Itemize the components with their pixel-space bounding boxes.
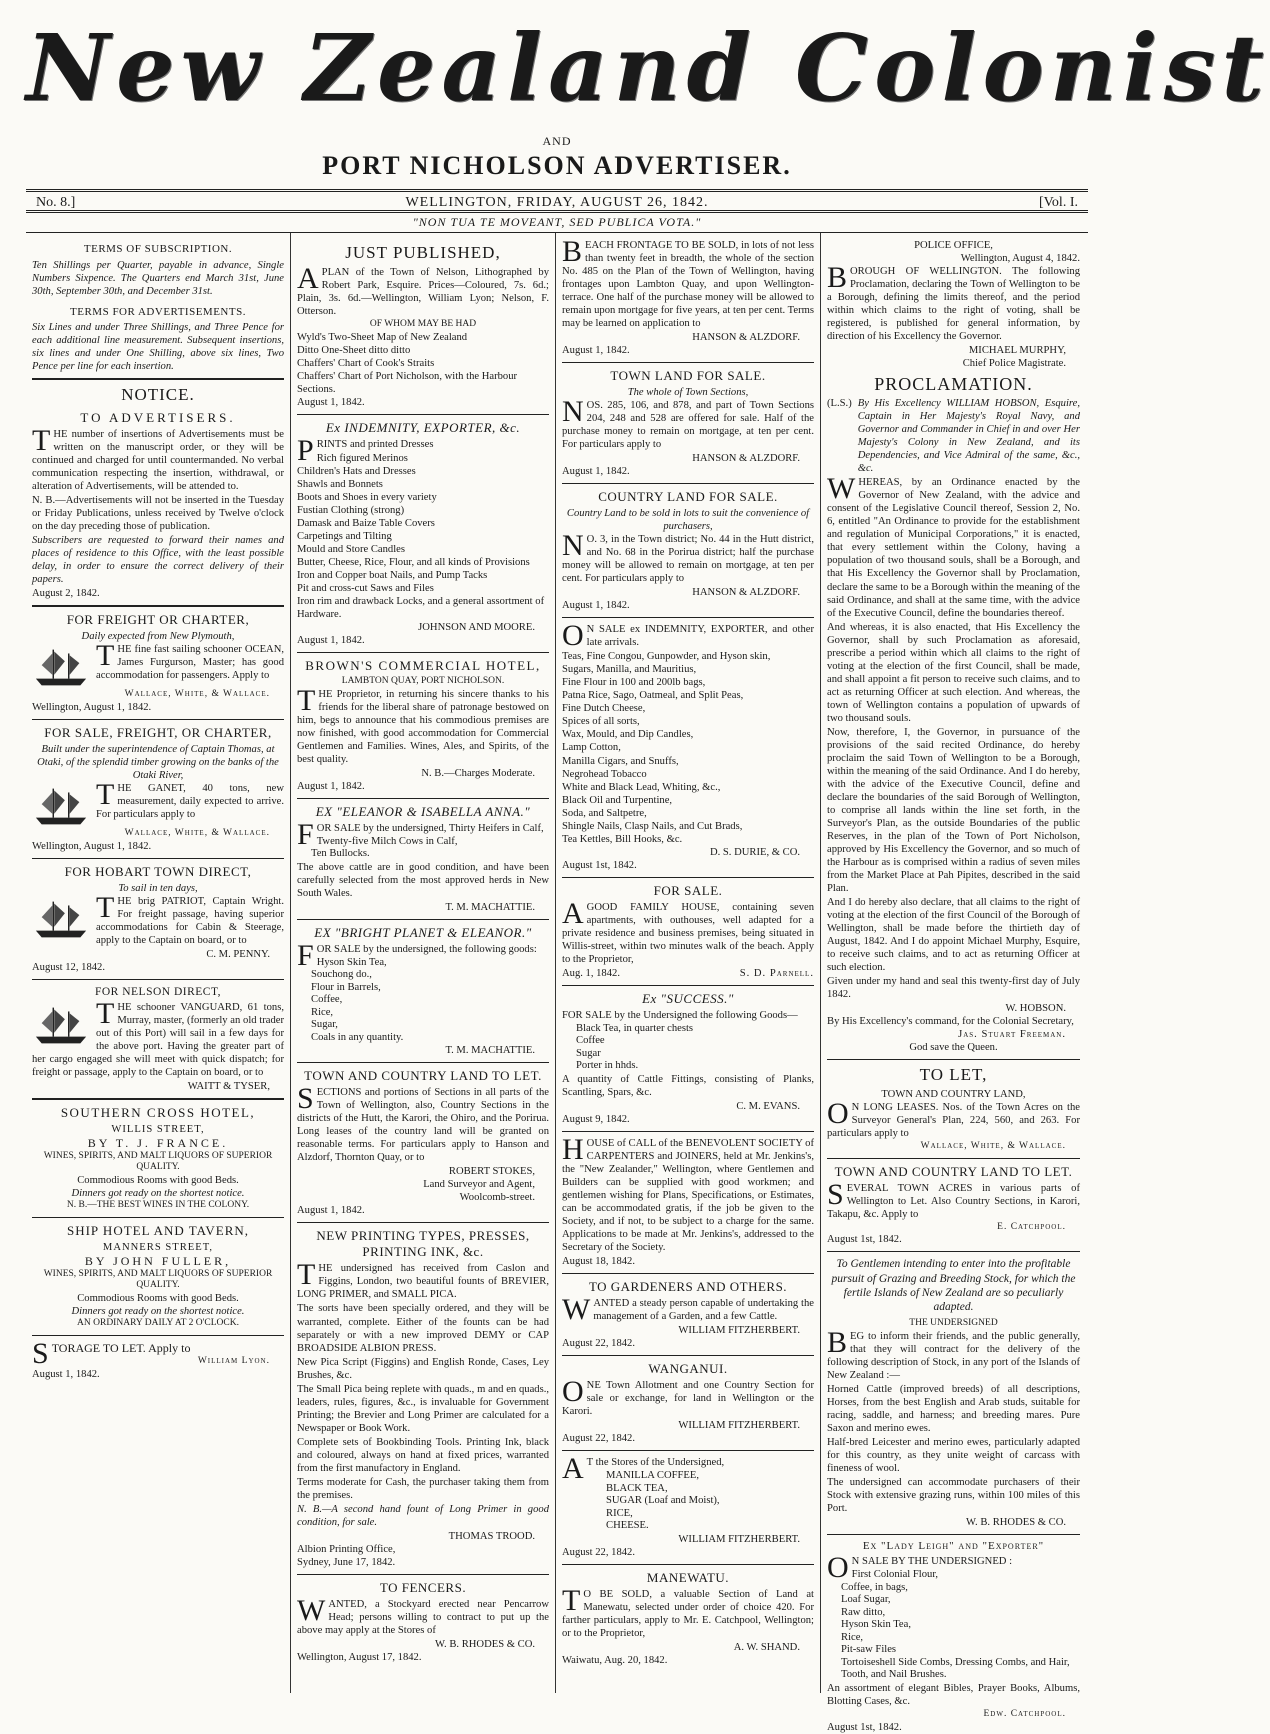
- to-advertisers-body-2: N. B.—Advertisements will not be inserted in the Tuesday or Friday Publications, unless received by Twelve o'clock on the day preceding those of publication.: [32, 495, 284, 533]
- fencers-body: WANTED, a Stockyard erected near Pencarrow Head; persons willing to contract to put up the above may apply at the Stores of: [297, 1593, 549, 1636]
- list-item: MANILLA COFFEE,: [606, 1470, 699, 1482]
- freight-1-body: THE fine fast sailing schooner OCEAN, James Furgurson, Master; has good accommodation for passengers. Apply to: [96, 639, 284, 682]
- ship-icon: [32, 784, 90, 828]
- printing-body-1: THE undersigned has received from Caslon and Figgins, London, two beautiful founts of BREVIER, LONG PRIMER, and SMALL PICA.: [297, 1258, 549, 1301]
- divider: [297, 919, 549, 920]
- list-item: Lamp Cotton,: [562, 742, 621, 754]
- eleanor-title: EX "ELEANOR & ISABELLA ANNA.": [315, 803, 531, 819]
- gardeners-date: August 22, 1842.: [562, 1337, 635, 1349]
- gentlemen-body-2: Horned Cattle (improved breeds) of all descriptions, Horses, from the best English and Arab studs, suitable for racing, saddle, and harness; and breeding mares. Pure Saxon and merino ewes.: [827, 1383, 1080, 1434]
- list-item: Negrohead Tobacco: [562, 768, 647, 780]
- lady-leigh-body-2: An assortment of elegant Bibles, Prayer Books, Albums, Blotting Cases, &c.: [827, 1682, 1080, 1707]
- town-land-body: NOS. 285, 106, and 878, and part of Town Sections 204, 248 and 528 are offered for sale. Half of the purchase money to remain on mortgage, at ten per cent. For particulars apply to: [562, 395, 814, 451]
- column-1: [26, 233, 291, 1693]
- on-sale-signature: D. S. DURIE, & CO.: [709, 846, 800, 858]
- divider: [297, 652, 549, 653]
- wanganui-body: ONE Town Allotment and one Country Section for sale or exchange, for land in Wellington or the Karori.: [562, 1374, 814, 1417]
- southern-cross-wines: WINES, SPIRITS, AND MALT LIQUORS OF SUPERIOR QUALITY.: [43, 1150, 273, 1173]
- newspaper-subtitle: PORT NICHOLSON ADVERTISER.: [322, 151, 792, 180]
- eleanor-body-2: The above cattle are in good condition, and have been carefully selected from the most approved herds in New South Wales.: [297, 861, 549, 899]
- divider: [562, 877, 814, 878]
- storage-signature: William Lyon.: [197, 1356, 270, 1367]
- printing-title: NEW PRINTING TYPES, PRESSES, PRINTING INK, &c.: [316, 1228, 530, 1260]
- to-advertisers-body-1: THE number of insertions of Advertisements must be written on the manuscript order, or they will be continued and charged for until countermanded. No verbal communication respecting the insertion, withdrawal, or alteration of Advertisements, will be attended to.: [32, 424, 284, 493]
- divider: [562, 1564, 814, 1565]
- indemnity-list: [297, 452, 549, 621]
- divider: [827, 1059, 1080, 1060]
- bright-planet-body: FOR SALE by the undersigned, the following goods:: [297, 938, 537, 972]
- country-land-let-body: SECTIONS and portions of Sections in all parts of the Town of Wellington, also, Country Sections in the districts of the Hutt, the Karori, the Ohiro, and the Porirua. Long leases of the country land will be granted on reasonable terms. For particulars apply to Hanson and Alzdorf, Thornton Quay, or to: [297, 1082, 549, 1164]
- newspaper-title: New Zealand Colonist: [26, 14, 1270, 122]
- gardeners-body: WANTED a steady person capable of undertaking the management of a Garden, and a few Cattle.: [562, 1292, 814, 1326]
- gardeners-title: TO GARDENERS AND OTHERS.: [588, 1278, 788, 1294]
- dateline-bar: [26, 189, 1088, 213]
- gardeners-signature: WILLIAM FITZHERBERT.: [678, 1324, 800, 1336]
- proclamation-command: By His Excellency's command, for the Colonial Secretary,: [827, 1016, 1074, 1028]
- for-sale-date: Aug. 1, 1842.: [562, 967, 620, 979]
- house-of-call-date: August 18, 1842.: [562, 1255, 635, 1267]
- beach-frontage-signature: HANSON & ALZDORF.: [692, 332, 800, 344]
- success-signature: C. M. EVANS.: [736, 1100, 800, 1112]
- proclamation-signature: W. HOBSON.: [1005, 1003, 1066, 1014]
- list-item: Raw ditto,: [841, 1606, 886, 1618]
- ship-hotel-by: BY JOHN FULLER,: [84, 1253, 232, 1268]
- divider: [827, 1158, 1080, 1159]
- eleanor-signature: T. M. MACHATTIE.: [445, 901, 535, 913]
- wanganui-title: WANGANUI.: [648, 1360, 728, 1376]
- list-item: Sugars, Manilla, and Mauritius,: [562, 664, 697, 676]
- divider: [562, 362, 814, 363]
- indemnity-title: Ex INDEMNITY, EXPORTER, &c.: [325, 419, 521, 435]
- terms-advertisements-title: TERMS FOR ADVERTISEMENTS.: [70, 305, 246, 318]
- town-land-signature: HANSON & ALZDORF.: [692, 453, 800, 465]
- town-land-title: TOWN LAND FOR SALE.: [610, 368, 766, 384]
- freight-2-body: THE GANET, 40 tons, new measurement, daily expected to arrive. For particulars apply to: [96, 777, 284, 820]
- for-sale-body: AGOOD FAMILY HOUSE, containing seven apartments, with outhouses, well adapted for a private residence and business premises, being situated in Willis-street, within two minutes walk of the beach. Apply to the Proprietor,: [562, 896, 814, 965]
- lady-leigh-title: Ex "Lady Leigh" and "Exporter": [862, 1539, 1045, 1552]
- list-item: White and Black Lead, Whiting, &c.,: [562, 781, 721, 793]
- issue-date: WELLINGTON, FRIDAY, AUGUST 26, 1842.: [405, 195, 709, 210]
- list-item: Rice,: [841, 1631, 864, 1643]
- to-let-signature: Wallace, White, & Wallace.: [920, 1141, 1066, 1152]
- police-office-body: BOROUGH OF WELLINGTON. The following Proclamation, declaring the Town of Wellington to be a Borough, defining the limits thereof, and the period within which claims to the right of voting, shall be registered, is published for general information, by direction of his Excellency the Governor.: [827, 261, 1080, 343]
- list-item: CHEESE.: [606, 1520, 649, 1532]
- divider: [562, 483, 814, 484]
- list-item: Black Tea, in quarter chests: [576, 1022, 694, 1034]
- notice-title: NOTICE.: [121, 385, 195, 405]
- ship-hotel-rooms: Commodious Rooms with good Beds.: [77, 1292, 239, 1304]
- list-item: SUGAR (Loaf and Moist),: [606, 1495, 720, 1507]
- issue-number: No. 8.]: [36, 195, 76, 210]
- to-advertisers-date: August 2, 1842.: [32, 588, 100, 600]
- success-date: August 9, 1842.: [562, 1113, 630, 1125]
- manewatu-title: MANEWATU.: [646, 1569, 730, 1585]
- divider: [297, 414, 549, 415]
- proclamation-title: PROCLAMATION.: [874, 374, 1033, 395]
- to-let-title: TO LET,: [919, 1065, 988, 1085]
- country-land-date: August 1, 1842.: [562, 600, 630, 612]
- divider: [32, 1335, 284, 1336]
- indemnity-intro: PRINTS and printed Dresses: [297, 433, 434, 467]
- wanganui-date: August 22, 1842.: [562, 1433, 635, 1445]
- just-published-title: JUST PUBLISHED,: [345, 243, 501, 262]
- beach-frontage-date: August 1, 1842.: [562, 345, 630, 357]
- bright-planet-title: EX "BRIGHT PLANET & ELEANOR.": [314, 924, 532, 940]
- to-let-2-signature: E. Catchpool.: [997, 1221, 1066, 1232]
- gentlemen-signature: W. B. RHODES & CO.: [966, 1516, 1066, 1528]
- country-land-let-date: August 1, 1842.: [297, 1205, 365, 1217]
- success-title: Ex "SUCCESS.": [642, 990, 734, 1006]
- list-item: Butter, Cheese, Rice, Flour, and all kinds of Provisions: [297, 556, 530, 568]
- list-item: Children's Hats and Dresses: [297, 465, 416, 477]
- southern-cross-street: WILLIS STREET,: [111, 1123, 205, 1135]
- browns-hotel-date: August 1, 1842.: [297, 780, 365, 792]
- divider: [562, 1450, 814, 1451]
- list-item: RICE,: [606, 1507, 633, 1519]
- list-item: Chaffers' Chart of Cook's Straits: [297, 357, 435, 369]
- for-sale-footer: [562, 967, 814, 980]
- nelson-body: THE schooner VANGUARD, 61 tons, Murray, master, (formerly an old trader out of this Port) will sail in a few days for the above port. Having the greater part of her cargo engaged she will meet with quick dispatch; for freight or passage, apply to the Captain on board, or to: [32, 996, 284, 1078]
- proclamation-by: By His Excellency WILLIAM HOBSON, Esquire, Captain in Her Majesty's Royal Navy, and Governor and Commander in Chief in and over Her Majesty's Colony in New Zealand, and its Dependencies, and Vice Admiral of the same, &c., &c.: [857, 398, 1080, 475]
- country-land-let-title: TOWN AND COUNTRY LAND TO LET.: [304, 1068, 542, 1084]
- list-item: Pit-saw Files: [841, 1644, 897, 1656]
- freight-2-subtitle: Built under the superintendence of Captain Thomas, at Otaki, of the splendid timber growing on the banks of the Otaki River,: [37, 743, 279, 781]
- divider: [827, 1251, 1080, 1252]
- divider: [827, 1534, 1080, 1535]
- lady-leigh-list: [827, 1569, 1080, 1682]
- country-land-signature: HANSON & ALZDORF.: [692, 587, 800, 599]
- list-item: Twenty-five Milch Cows in Calf,: [316, 835, 458, 847]
- column-3: [556, 233, 821, 1693]
- list-item: Tea Kettles, Bill Hooks, &c.: [562, 833, 683, 845]
- printing-nb: N. B.—A second hand fount of Long Primer in good condition, for sale.: [297, 1503, 549, 1528]
- list-item: Ten Bullocks.: [311, 848, 370, 860]
- motto: "NON TUA TE MOVEANT, SED PUBLICA VOTA.": [26, 213, 1088, 233]
- gentlemen-body-3: Half-bred Leicester and merino ewes, particularly adapted for this country, as they unite weight of carcass with fineness of wool.: [827, 1436, 1080, 1474]
- ship-hotel-title: SHIP HOTEL AND TAVERN,: [66, 1222, 250, 1238]
- divider: [562, 1131, 814, 1132]
- masthead: [26, 0, 1270, 136]
- to-let-body: ON LONG LEASES. Nos. of the Town Acres on the Surveyor General's Plan, 224, 560, and 263. For particulars apply to: [827, 1096, 1080, 1140]
- proclamation-seal: (L.S.): [827, 398, 852, 410]
- column-4: [821, 233, 1086, 1733]
- stores-date: August 22, 1842.: [562, 1546, 635, 1558]
- list-item: Hyson Skin Tea,: [841, 1619, 911, 1631]
- to-let-subtitle: TOWN AND COUNTRY LAND,: [881, 1088, 1026, 1100]
- police-office-head: POLICE OFFICE,: [914, 240, 993, 251]
- divider: [32, 605, 284, 607]
- list-item: Coffee, in bags,: [841, 1581, 908, 1593]
- on-sale-list: [562, 650, 814, 845]
- freight-1-date: Wellington, August 1, 1842.: [32, 701, 152, 713]
- for-sale-title: FOR SALE.: [653, 882, 723, 898]
- manewatu-body: TO BE SOLD, a valuable Section of Land at Manewatu, selected under order of choice 420. For farther particulars, apply to Mr. E. Catchpool, Wellington; or to the Proprietor,: [562, 1583, 814, 1639]
- columns: [26, 233, 1088, 1733]
- beach-frontage-body: BEACH FRONTAGE TO BE SOLD, in lots of not less than twenty feet in breadth, the whole of the section No. 485 on the Plan of the Town of Wellington, having frontages upon Lambton Quay, and upon Wellington-terrace. One half of the purchase money will be allowed to remain upon mortgage for five years, at ten per cent. Terms may be learned on application to: [562, 235, 814, 330]
- list-item: Loaf Sugar,: [841, 1594, 891, 1606]
- hobart-title: FOR HOBART TOWN DIRECT,: [64, 863, 252, 879]
- list-item: Damask and Baize Table Covers: [297, 517, 435, 529]
- list-item: Iron and Copper boat Nails, and Pump Tacks: [297, 569, 488, 581]
- eleanor-list: [297, 836, 549, 861]
- just-published-date: August 1, 1842.: [297, 396, 365, 408]
- stores-list: [562, 1470, 814, 1533]
- just-published-body: APLAN of the Town of Nelson, Lithographed by Robert Park, Esquire. Prices—Coloured, 7s. 6d.; Plain, 3s. 6d.—Wellington, William Lyon; Nelson, F. Otterson.: [297, 261, 549, 317]
- stores-body: AT the Stores of the Undersigned,: [562, 1452, 725, 1486]
- divider: [32, 378, 284, 380]
- country-land-subtitle: Country Land to be sold in lots to suit the convenience of purchasers,: [566, 508, 810, 533]
- browns-hotel-title: BROWN'S COMMERCIAL HOTEL,: [305, 657, 541, 673]
- browns-hotel-body: THE Proprietor, in returning his sincere thanks to his friends for the liberal share of patronage bestowed on him, begs to announce that his commodious premises are now finished, with good accommodation for Commercial Gentlemen and Families. Wines, Ales, and Spirits, of the best quality.: [297, 683, 549, 765]
- indemnity-date: August 1, 1842.: [297, 634, 365, 646]
- list-item: Sugar,: [311, 1019, 338, 1031]
- proclamation-body-2: And whereas, it is also enacted, that His Excellency the Governor, shall by such Proclamation as aforesaid, prescribe a period within which all claims to the right of voting at the election of the first Council, shall be made, and shall appoint a fit person to receive such claims, and to act as returning Officer at such election. And whereas, the town of Wellington contains a population of upwards of two thousand souls.: [827, 621, 1080, 724]
- ship-hotel-ordinary: AN ORDINARY DAILY AT 2 O'CLOCK.: [77, 1317, 239, 1328]
- terms-subscription-body: Ten Shillings per Quarter, payable in advance, Single Numbers Sixpence. The Quarters end March 31st, June 30th, September 30th, and December 31st.: [32, 259, 284, 297]
- printing-date: Sydney, June 17, 1842.: [297, 1556, 396, 1568]
- list-item: Wyld's Two-Sheet Map of New Zealand: [297, 331, 468, 343]
- success-list: [562, 1023, 814, 1073]
- freight-2-date: Wellington, August 1, 1842.: [32, 840, 152, 852]
- proclamation-body-3: Now, therefore, I, the Governor, in pursuance of the provisions of the said recited Ordinance, do hereby proclaim the said Town of Wellington to be a Borough, within the meaning of the said Ordinance. And I do hereby, with the advice of the Executive Council, define and declare the boundaries of the said Borough of Wellington, to comprise all lands within the line set forth, in the Surveyor's Plan, as the outside Boundaries of the public Reserves, in the plan of the Town of Port Nicholson, approved by His Excellency the Governor, and so much of the Harbour as is comprised within a radius of seven miles from the Market Place at Pah Pipites, described in the said Plan.: [827, 726, 1080, 894]
- divider: [297, 798, 549, 799]
- proclamation-command-signature: Jas. Stuart Freeman.: [958, 1029, 1066, 1041]
- browns-hotel-nb: N. B.—Charges Moderate.: [421, 767, 535, 779]
- police-office-signature-2: Chief Police Magistrate.: [962, 358, 1066, 370]
- to-advertisers-body-3: Subscribers are requested to forward their names and places of residence to this Office, with the least possible delay, in order to ensure the correct delivery of their papers.: [32, 535, 284, 586]
- bright-planet-signature: T. M. MACHATTIE.: [445, 1045, 535, 1057]
- proclamation-body-1: WHEREAS, by an Ordinance enacted by the Governor of New Zealand, with the advice and consent of the Legislative Council thereof, Session 2, No. 6, entitled "An Ordinance to provide for the establishment and regulation of Municipal Corporations," it is enacted, that every settlement within the Colony, having a population of two thousand souls, shall be a Borough, and that His Excellency the Governor shall by Proclamation, declare the same to be a Borough within the meaning of the said Ordinance, and shall at the same time, with the advice of the Executive Council, define the boundaries thereof.: [827, 472, 1080, 619]
- ship-hotel-wines: WINES, SPIRITS, AND MALT LIQUORS OF SUPERIOR QUALITY.: [43, 1268, 273, 1291]
- lady-leigh-signature: Edw. Catchpool.: [983, 1708, 1066, 1719]
- nelson-signature: WAITT & TYSER,: [187, 1080, 270, 1092]
- list-item: Coals in any quantity.: [311, 1031, 404, 1043]
- list-item: Tortoiseshell Side Combs, Dressing Combs, and Hair, Tooth, and Nail Brushes.: [841, 1656, 1070, 1681]
- browns-hotel-subtitle: LAMBTON QUAY, PORT NICHOLSON.: [341, 675, 505, 686]
- printing-signature: THOMAS TROOD.: [448, 1530, 535, 1542]
- country-land-let-signature-2: Land Surveyor and Agent,: [423, 1179, 535, 1191]
- success-body-2: A quantity of Cattle Fittings, consisting of Planks, Scantling, Spars, &c.: [562, 1073, 814, 1098]
- hobart-date: August 12, 1842.: [32, 961, 105, 973]
- fencers-title: TO FENCERS.: [379, 1579, 467, 1595]
- lady-leigh-body: ON SALE BY THE UNDERSIGNED :: [827, 1551, 1013, 1585]
- ship-icon: [32, 897, 90, 941]
- masthead-and: AND: [542, 134, 572, 148]
- nelson-title: FOR NELSON DIRECT,: [94, 985, 222, 998]
- freight-2-signature: Wallace, White, & Wallace.: [124, 827, 270, 838]
- list-item: Patna Rice, Sago, Oatmeal, and Split Peas,: [562, 690, 744, 702]
- just-published-whom: OF WHOM MAY BE HAD: [369, 318, 477, 329]
- to-let-2-date: August 1st, 1842.: [827, 1234, 902, 1246]
- southern-cross-by: BY T. J. FRANCE.: [87, 1135, 229, 1150]
- fencers-signature: W. B. RHODES & CO.: [435, 1638, 535, 1650]
- list-item: Rice,: [311, 1006, 334, 1018]
- list-item: Spices of all sorts,: [562, 716, 640, 728]
- divider: [562, 985, 814, 986]
- list-item: Souchong do.,: [311, 969, 372, 981]
- police-office-date: Wellington, August 4, 1842.: [960, 253, 1080, 265]
- divider: [297, 1062, 549, 1063]
- on-sale-body: ON SALE ex INDEMNITY, EXPORTER, and other late arrivals.: [562, 619, 814, 653]
- list-item: Ditto One-Sheet ditto ditto: [297, 344, 411, 356]
- list-item: Black Oil and Turpentine,: [562, 794, 673, 806]
- printing-office: Albion Printing Office,: [297, 1543, 396, 1555]
- country-land-title: COUNTRY LAND FOR SALE.: [598, 489, 778, 505]
- town-land-subtitle: The whole of Town Sections,: [627, 387, 749, 399]
- list-item: Manilla Cigars, and Snuffs,: [562, 755, 679, 767]
- just-published-list: [297, 331, 549, 396]
- list-item: Iron rim and drawback Locks, and a general assortment of Hardware.: [297, 595, 545, 620]
- freight-1-signature: Wallace, White, & Wallace.: [124, 689, 270, 700]
- on-sale-date: August 1st, 1842.: [562, 859, 637, 871]
- for-sale-signature: S. D. Parnell.: [739, 967, 814, 979]
- list-item: Wax, Mould, and Dip Candles,: [562, 729, 694, 741]
- town-land-date: August 1, 1842.: [562, 466, 630, 478]
- divider: [32, 719, 284, 720]
- list-item: Mould and Store Candles: [297, 543, 405, 555]
- house-of-call-body: HOUSE of CALL of the BENEVOLENT SOCIETY of CARPENTERS and JOINERS, held at Mr. Jenkins's, the "New Zealander," Wellington, where Gentlemen and Builders can be supplied with good workmen; and gentlemen wishing for Plans, Specifications, or Estimates, can be accommodated gratis, if the job be given to the Society, and if not, to be subject to a charge for the same. Applications to be made at Mr. Jenkins's, addressed to the Secretary of the Society.: [562, 1132, 814, 1253]
- southern-cross-rooms: Commodious Rooms with good Beds.: [77, 1175, 239, 1187]
- success-body: FOR SALE by the Undersigned the following Goods—: [562, 1009, 798, 1021]
- list-item: BLACK TEA,: [606, 1482, 668, 1494]
- list-item: Shingle Nails, Clasp Nails, and Cut Brads,: [562, 820, 743, 832]
- divider: [562, 1355, 814, 1356]
- lady-leigh-date: August 1st, 1842.: [827, 1721, 902, 1733]
- divider: [562, 617, 814, 618]
- bright-planet-list: [297, 957, 549, 1045]
- eleanor-body: FOR SALE by the undersigned, Thirty Heifers in Calf,: [297, 817, 544, 851]
- volume-number: [Vol. I.: [1038, 195, 1078, 210]
- to-let-2-title: TOWN AND COUNTRY LAND TO LET.: [834, 1163, 1073, 1179]
- country-land-body: NO. 3, in the Town district; No. 44 in the Hutt district, and No. 68 in the Porirua district; half the purchase money will be allowed to remain on mortgage, at ten per cent. For particulars apply to: [562, 529, 814, 585]
- fencers-date: Wellington, August 17, 1842.: [297, 1651, 422, 1663]
- gentlemen-title: To Gentlemen intending to enter into the profitable pursuit of Grazing and Breeding Stock, for which the fertile Islands of New Zealand are so peculiarly adapted.: [831, 1258, 1076, 1313]
- to-advertisers-title: TO ADVERTISERS.: [80, 410, 236, 426]
- list-item: Pit and cross-cut Saws and Files: [297, 582, 434, 594]
- list-item: Sugar: [576, 1047, 601, 1059]
- freight-2-title: FOR SALE, FREIGHT, OR CHARTER,: [44, 724, 272, 740]
- list-item: Porter in hhds.: [576, 1060, 639, 1072]
- list-item: Coffee: [576, 1035, 605, 1047]
- divider: [297, 1222, 549, 1223]
- hobart-signature: C. M. PENNY.: [206, 948, 270, 960]
- list-item: Soda, and Saltpetre,: [562, 807, 647, 819]
- freight-1-title: FOR FREIGHT OR CHARTER,: [66, 612, 250, 628]
- gentlemen-body-4: The undersigned can accommodate purchasers of their Stock with extensive grazing runs, within 100 miles of this Port.: [827, 1476, 1080, 1514]
- proclamation-by-block: [827, 397, 1080, 476]
- list-item: Fine Dutch Cheese,: [562, 703, 646, 715]
- divider: [562, 1273, 814, 1274]
- ship-icon: [32, 645, 90, 689]
- stores-signature: WILLIAM FITZHERBERT.: [678, 1533, 800, 1545]
- printing-body-2: The sorts have been specially ordered, and they will be warranted, complete. Either of the founts can be had separately or with a new improved DEMY or CAP BROADSIDE ALBION PRESS.: [297, 1303, 549, 1354]
- printing-body-4: The Small Pica being replete with quads., m and en quads., leaders, rules, figures, &c., is invaluable for Government Printing; the Brevier and Long Primer are calculated for a Newspaper or Book Work.: [297, 1383, 549, 1434]
- printing-body-6: Terms moderate for Cash, the purchaser taking them from the premises.: [297, 1476, 549, 1501]
- southern-cross-nb: N. B.—THE BEST WINES IN THE COLONY.: [66, 1200, 250, 1211]
- list-item: Coffee,: [311, 994, 343, 1006]
- indemnity-signature: JOHNSON AND MOORE.: [418, 621, 535, 633]
- proclamation-body-5: Given under my hand and seal this twenty-first day of July 1842.: [827, 975, 1080, 1000]
- terms-advertisements-body: Six Lines and under Three Shillings, and Three Pence for each additional line measurement. Subsequent insertions, six lines and under One Shilling, above six lines, Two Pence per line for each insertion.: [32, 322, 284, 373]
- manewatu-signature: A. W. SHAND.: [733, 1641, 800, 1653]
- southern-cross-title: SOUTHERN CROSS HOTEL,: [60, 1104, 256, 1120]
- gentlemen-body-1: BEG to inform their friends, and the public generally, that they will contract for the delivery of the following description of Stock, in any port of the Islands of New Zealand :—: [827, 1325, 1080, 1381]
- manewatu-date: Waiwatu, Aug. 20, 1842.: [562, 1654, 668, 1666]
- proclamation-body-4: And I do hereby also declare, that all claims to the right of voting at the election of the first Council of the Borough of Wellington, shall be made before the thirtieth day of August, 1842. And I do appoint Michael Murphy, Esquire, to receive such claims, and to act as returning Officer at such election.: [827, 896, 1080, 973]
- list-item: Chaffers' Chart of Port Nicholson, with the Harbour Sections.: [297, 370, 518, 395]
- storage-body: STORAGE TO LET. Apply to: [32, 1336, 191, 1370]
- list-item: First Colonial Flour,: [851, 1569, 939, 1581]
- terms-subscription-title: TERMS OF SUBSCRIPTION.: [83, 243, 233, 255]
- divider: [32, 1098, 284, 1100]
- gentlemen-undersigned: THE UNDERSIGNED: [909, 1317, 998, 1328]
- to-let-2-body: SEVERAL TOWN ACRES in various parts of Wellington to Let. Also Country Sections, in Karori, Takapu, &c. Apply to: [827, 1177, 1080, 1220]
- column-2: [291, 233, 556, 1693]
- list-item: Flour in Barrels,: [311, 981, 381, 993]
- hobart-subtitle: To sail in ten days,: [118, 882, 198, 894]
- hobart-body: THE brig PATRIOT, Captain Wright. For freight passage, having superior accommodations for Cabin & Steerage, apply to the Captain on board, or to: [96, 890, 284, 946]
- printing-body-5: Complete sets of Bookbinding Tools. Printing Ink, black and coloured, always on hand at fixed prices, warranted from the first manufactory in England.: [297, 1436, 549, 1474]
- list-item: Carpetings and Tilting: [297, 530, 392, 542]
- list-item: Fustian Clothing (strong): [297, 504, 405, 516]
- divider: [297, 1574, 549, 1575]
- printing-body-3: New Pica Script (Figgins) and English Ronde, Cases, Ley Brushes, &c.: [297, 1356, 549, 1381]
- divider: [32, 979, 284, 980]
- freight-1-subtitle: Daily expected from New Plymouth,: [81, 631, 235, 643]
- list-item: Boots and Shoes in every variety: [297, 491, 437, 503]
- list-item: Fine Flour in 100 and 200lb bags,: [562, 677, 706, 689]
- ship-hotel-dinners: Dinners got ready on the shortest notice.: [71, 1305, 245, 1317]
- police-office-signature-1: MICHAEL MURPHY,: [968, 345, 1066, 357]
- country-land-let-signature-1: ROBERT STOKES,: [448, 1166, 535, 1178]
- divider: [32, 1217, 284, 1218]
- list-item: Shawls and Bonnets: [297, 478, 383, 490]
- storage-date: August 1, 1842.: [32, 1369, 100, 1380]
- southern-cross-dinners: Dinners got ready on the shortest notice.: [71, 1188, 245, 1200]
- proclamation-god-save: God save the Queen.: [909, 1042, 998, 1054]
- ship-hotel-street: MANNERS STREET,: [102, 1241, 214, 1253]
- country-land-let-signature-3: Woolcomb-street.: [459, 1192, 535, 1204]
- list-item: Rich figured Merinos: [316, 452, 408, 464]
- list-item: Teas, Fine Congou, Gunpowder, and Hyson skin,: [562, 651, 771, 663]
- list-item: Hyson Skin Tea,: [316, 956, 387, 968]
- divider: [32, 858, 284, 859]
- wanganui-signature: WILLIAM FITZHERBERT.: [678, 1420, 800, 1432]
- ship-icon: [32, 1003, 90, 1047]
